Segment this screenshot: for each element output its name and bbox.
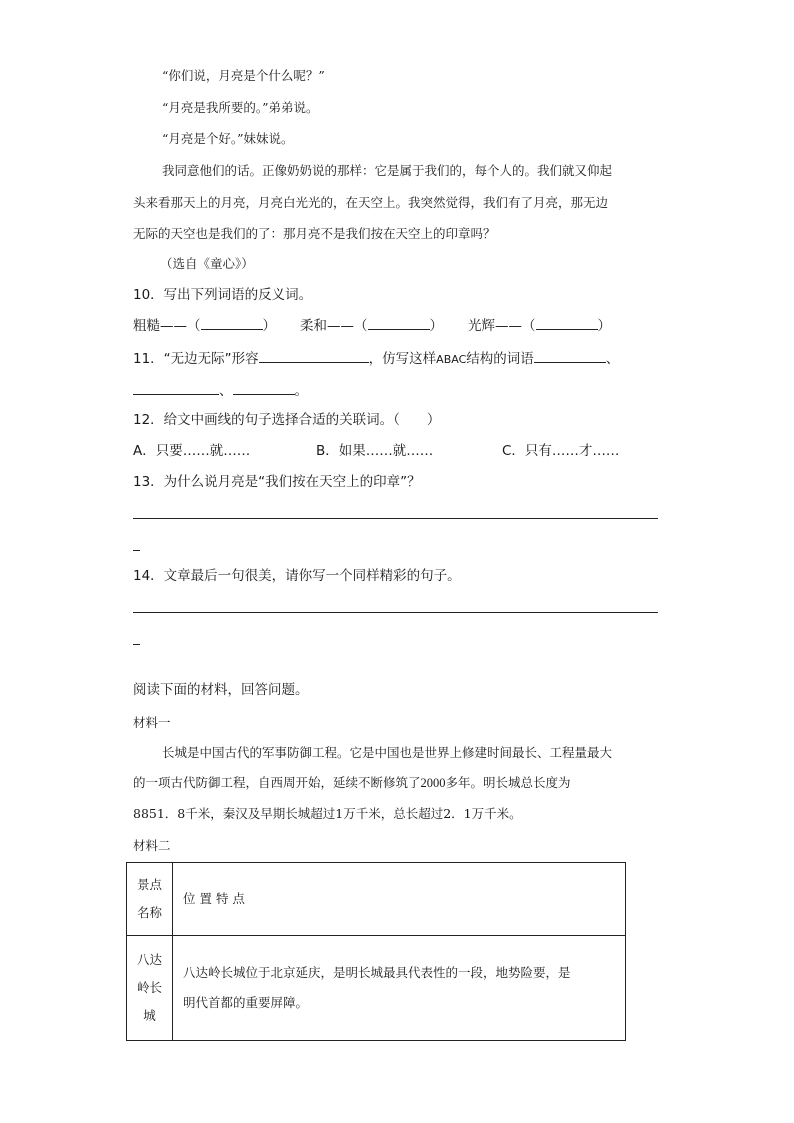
material-1-line-2-a: 的一项古代防御工程，自西周开始，延续不断修筑了 bbox=[133, 775, 421, 790]
header-feature-cell: 位 置 特 点 bbox=[173, 863, 626, 936]
question-11-line-1 bbox=[133, 348, 619, 370]
question-12-title: 12．给文中画线的句子选择合适的关联词。（ ） bbox=[133, 412, 441, 428]
material-1-line-3: 8851．8千米，秦汉及早期长城超过1万千米，总长超过2．1万千米。 bbox=[133, 806, 522, 821]
answer-line-14-tail bbox=[133, 644, 140, 645]
great-wall-table bbox=[126, 862, 626, 1041]
row-desc-cell bbox=[173, 936, 626, 1041]
question-10-item-1 bbox=[133, 315, 276, 336]
answer-line-14[interactable] bbox=[133, 612, 658, 613]
abac-label: ABAC bbox=[436, 353, 467, 366]
close-paren: ） bbox=[429, 318, 443, 334]
close-paren: ） bbox=[262, 318, 276, 334]
row-desc-line-1: 八达岭长城位于北京延庆，是明长城最具代表性的一段，地势险要，是 bbox=[183, 965, 571, 980]
row-name-line-3: 城 bbox=[143, 1008, 156, 1023]
option-a[interactable]: A．只要……就…… bbox=[133, 443, 251, 459]
header-name-line-2: 名称 bbox=[136, 905, 162, 920]
antonym-blank-1[interactable] bbox=[201, 315, 263, 330]
header-name-line-1: 景点 bbox=[136, 877, 162, 892]
question-14-title: 14．文章最后一句很美，请你写一个同样精彩的句子。 bbox=[133, 568, 461, 584]
question-11-line-2 bbox=[133, 380, 308, 401]
material-1-line-2-b: 多年。明长城总长度为 bbox=[445, 775, 571, 790]
reading-intro: 阅读下面的材料，回答问题。 bbox=[133, 682, 309, 698]
word-blank-2[interactable] bbox=[133, 380, 219, 395]
word-blank-1[interactable] bbox=[534, 348, 606, 363]
passage-paragraph-line-1: 我同意他们的话。正像奶奶说的那样：它是属于我们的，每个人的。我们就又仰起 bbox=[162, 163, 613, 178]
antonym-blank-3[interactable] bbox=[536, 315, 598, 330]
row-name-line-2: 岭长 bbox=[136, 980, 162, 995]
passage-paragraph-line-2: 头来看那天上的月亮，月亮白光光的，在天空上。我突然觉得，我们有了月亮，那无边 bbox=[133, 195, 609, 210]
antonym-word-2: 柔和——（ bbox=[300, 318, 368, 334]
option-b[interactable]: B．如果……就…… bbox=[316, 443, 434, 459]
answer-line-13-tail bbox=[133, 550, 140, 551]
question-11-part3: 结构的词语 bbox=[466, 351, 534, 367]
close-paren: ） bbox=[597, 318, 611, 334]
antonym-word-1: 粗糙——（ bbox=[133, 318, 201, 334]
passage-line-1: “你们说，月亮是个什么呢？” bbox=[162, 68, 325, 83]
antonym-blank-2[interactable] bbox=[368, 315, 430, 330]
question-10-item-2 bbox=[300, 315, 443, 336]
question-10-item-3 bbox=[468, 315, 611, 336]
row-desc-line-2: 明代首都的重要屏障。 bbox=[183, 995, 309, 1010]
word-blank-3[interactable] bbox=[233, 380, 295, 395]
period: 。 bbox=[294, 383, 308, 399]
separator-1: 、 bbox=[605, 351, 620, 367]
antonym-word-3: 光辉——（ bbox=[468, 318, 536, 334]
material-2-title: 材料二 bbox=[133, 838, 171, 853]
year-count: 2000 bbox=[420, 776, 446, 790]
option-c[interactable]: C．只有……才…… bbox=[502, 443, 620, 459]
question-13-title: 13．为什么说月亮是“我们按在天空上的印章”？ bbox=[133, 474, 421, 490]
material-1-line-1: 长城是中国古代的军事防御工程。它是中国也是世界上修建时间最长、工程量最大 bbox=[162, 745, 613, 760]
header-name-cell bbox=[127, 863, 173, 936]
answer-line-13[interactable] bbox=[133, 518, 658, 519]
material-1-line-2 bbox=[133, 773, 571, 793]
passage-source: （选自《童心》） bbox=[160, 256, 254, 271]
question-11-part2: ，仿写这样 bbox=[368, 351, 437, 367]
passage-paragraph-line-3: 无际的天空也是我们的了：那月亮不是我们按在天空上的印章吗？ bbox=[133, 226, 496, 241]
passage-line-2: “月亮是我所要的。”弟弟说。 bbox=[162, 100, 319, 115]
row-name-line-1: 八达 bbox=[136, 952, 162, 967]
describe-blank[interactable] bbox=[259, 348, 369, 363]
question-10-title: 10．写出下列词语的反义词。 bbox=[133, 287, 313, 303]
passage-line-3: “月亮是个好。”妹妹说。 bbox=[162, 131, 294, 146]
row-name-cell bbox=[127, 936, 173, 1041]
question-11-part1: 11．“无边无际”形容 bbox=[133, 351, 259, 367]
material-1-title: 材料一 bbox=[133, 715, 171, 730]
separator-2: 、 bbox=[219, 383, 233, 399]
table-header-row bbox=[127, 863, 626, 936]
table-row bbox=[127, 936, 626, 1041]
